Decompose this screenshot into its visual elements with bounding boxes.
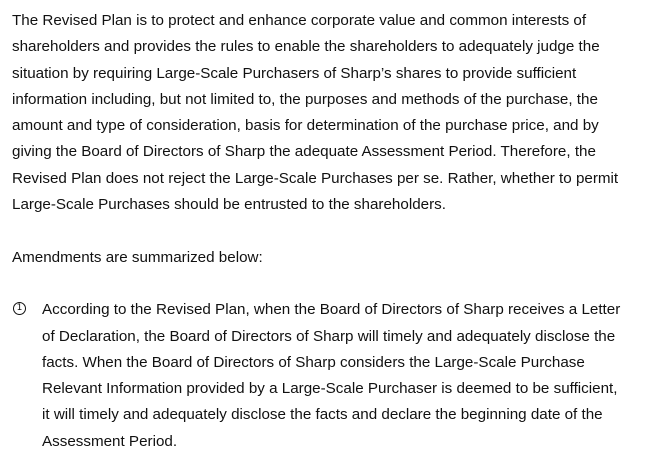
text-line: Amendments are summarized below: (12, 248, 263, 266)
text-line: situation by requiring Large-Scale Purchasers of Sharp’s shares to provide sufficient (12, 64, 577, 82)
paragraph-plan-purpose (12, 8, 637, 218)
text-line: Revised Plan does not reject the Large-Scale Purchases per se. Rather, whether to permit (12, 169, 619, 187)
list-marker-number: 1 (13, 302, 26, 315)
text-line: facts. When the Board of Directors of Sharp considers the Large-Scale Purchase (42, 353, 585, 371)
amendment-list-item (12, 297, 637, 455)
paragraph-spacer (12, 218, 637, 244)
text-line: Large-Scale Purchases should be entrusted to the shareholders. (12, 196, 446, 214)
text-line: information including, but not limited to, the purposes and methods of the purchase, the (12, 90, 598, 108)
text-line: According to the Revised Plan, when the Board of Directors of Sharp receives a Letter (42, 301, 621, 319)
text-line: shareholders and provides the rules to enable the shareholders to adequately judge the (12, 38, 600, 56)
text-line: of Declaration, the Board of Directors of Sharp will timely and adequately disclose the (42, 327, 616, 345)
document-body (12, 8, 637, 455)
paragraph-spacer (12, 271, 637, 297)
text-line: The Revised Plan is to protect and enhance corporate value and common interests of (12, 12, 587, 29)
paragraph-amendments-intro (12, 245, 637, 271)
text-line: Assessment Period. (42, 432, 178, 450)
text-line: amount and type of consideration, basis for determination of the purchase price, and by (12, 117, 599, 135)
text-line: Relevant Information provided by a Large-Scale Purchaser is deemed to be sufficient, (42, 380, 618, 398)
text-line: it will timely and adequately disclose the facts and declare the beginning date of the (42, 406, 603, 424)
text-line: giving the Board of Directors of Sharp the adequate Assessment Period. Therefore, the (12, 143, 596, 161)
circled-number-marker (12, 297, 32, 323)
